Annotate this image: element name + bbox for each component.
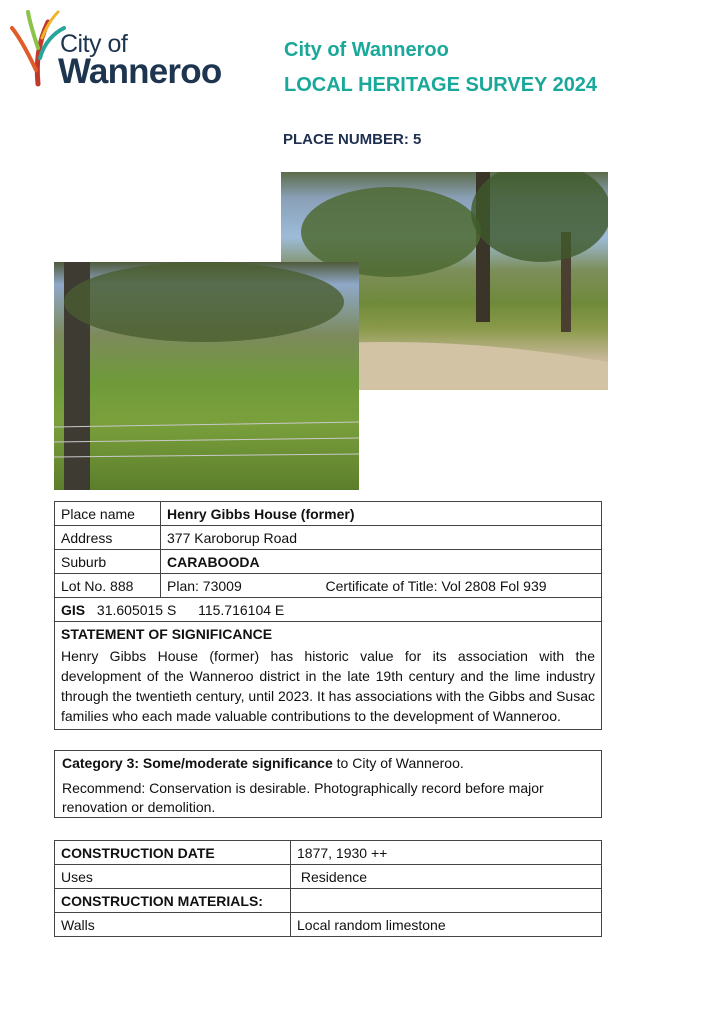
table-row <box>55 598 602 622</box>
construction-table <box>54 840 602 937</box>
construction-date-label: CONSTRUCTION DATE <box>55 841 291 865</box>
certificate-of-title: Certificate of Title: Vol 2808 Fol 939 <box>325 577 547 594</box>
table-row <box>55 841 602 865</box>
table-row <box>55 550 602 574</box>
place-number: PLACE NUMBER: 5 <box>283 131 422 148</box>
significance-text: Henry Gibbs House (former) has historic value for its association with the development of the Wanneroo district in the late 19th century and the lime industry through the twentieth century, until 2023. It has associations with the Gibbs and Susac families who each made valuable contributions to the development of Wanneroo. <box>61 648 595 724</box>
site-photo-fence <box>54 262 359 490</box>
table-row <box>55 526 602 550</box>
table-row <box>55 574 602 598</box>
place-name-label: Place name <box>55 502 161 526</box>
walls-value: Local random limestone <box>291 913 602 937</box>
table-row <box>55 913 602 937</box>
logo-text-wanneroo: Wanneroo <box>58 52 222 91</box>
table-row <box>55 865 602 889</box>
suburb-label: Suburb <box>55 550 161 574</box>
city-of-wanneroo-logo <box>8 8 228 91</box>
suburb-value: CARABOODA <box>161 550 602 574</box>
category-box <box>54 750 602 818</box>
construction-materials-value <box>291 889 602 913</box>
uses-label: Uses <box>55 865 291 889</box>
uses-value: Residence <box>291 865 602 889</box>
category-line <box>62 755 464 771</box>
table-row <box>55 502 602 526</box>
walls-label: Walls <box>55 913 291 937</box>
header-subtitle: LOCAL HERITAGE SURVEY 2024 <box>284 74 598 96</box>
significance-heading: STATEMENT OF SIGNIFICANCE <box>61 626 273 642</box>
gis-longitude: 115.716104 E <box>198 601 285 618</box>
address-label: Address <box>55 526 161 550</box>
place-details-table <box>54 501 602 730</box>
gis-cell <box>55 598 602 622</box>
plan-number: Plan: 73009 <box>167 577 242 594</box>
place-name-value: Henry Gibbs House (former) <box>161 502 602 526</box>
logo-text-city-of: City of <box>60 30 128 58</box>
recommendation-text: Recommend: Conservation is desirable. Photographically record before major renovation or demolition. <box>62 780 544 815</box>
significance-cell <box>55 622 602 730</box>
header-title: City of Wanneroo <box>284 39 449 61</box>
address-value: 377 Karoborup Road <box>161 526 602 550</box>
gis-label: GIS <box>61 601 86 618</box>
gis-latitude: 31.605015 S <box>96 601 177 618</box>
table-row <box>55 622 602 730</box>
construction-date-value: 1877, 1930 ++ <box>291 841 602 865</box>
table-row <box>55 889 602 913</box>
construction-materials-label: CONSTRUCTION MATERIALS: <box>55 889 291 913</box>
lot-number: Lot No. 888 <box>55 574 161 598</box>
plan-certificate-cell <box>161 574 602 598</box>
category-suffix: to City of Wanneroo. <box>332 755 464 771</box>
category-level: Category 3: Some/moderate significance <box>62 755 333 771</box>
